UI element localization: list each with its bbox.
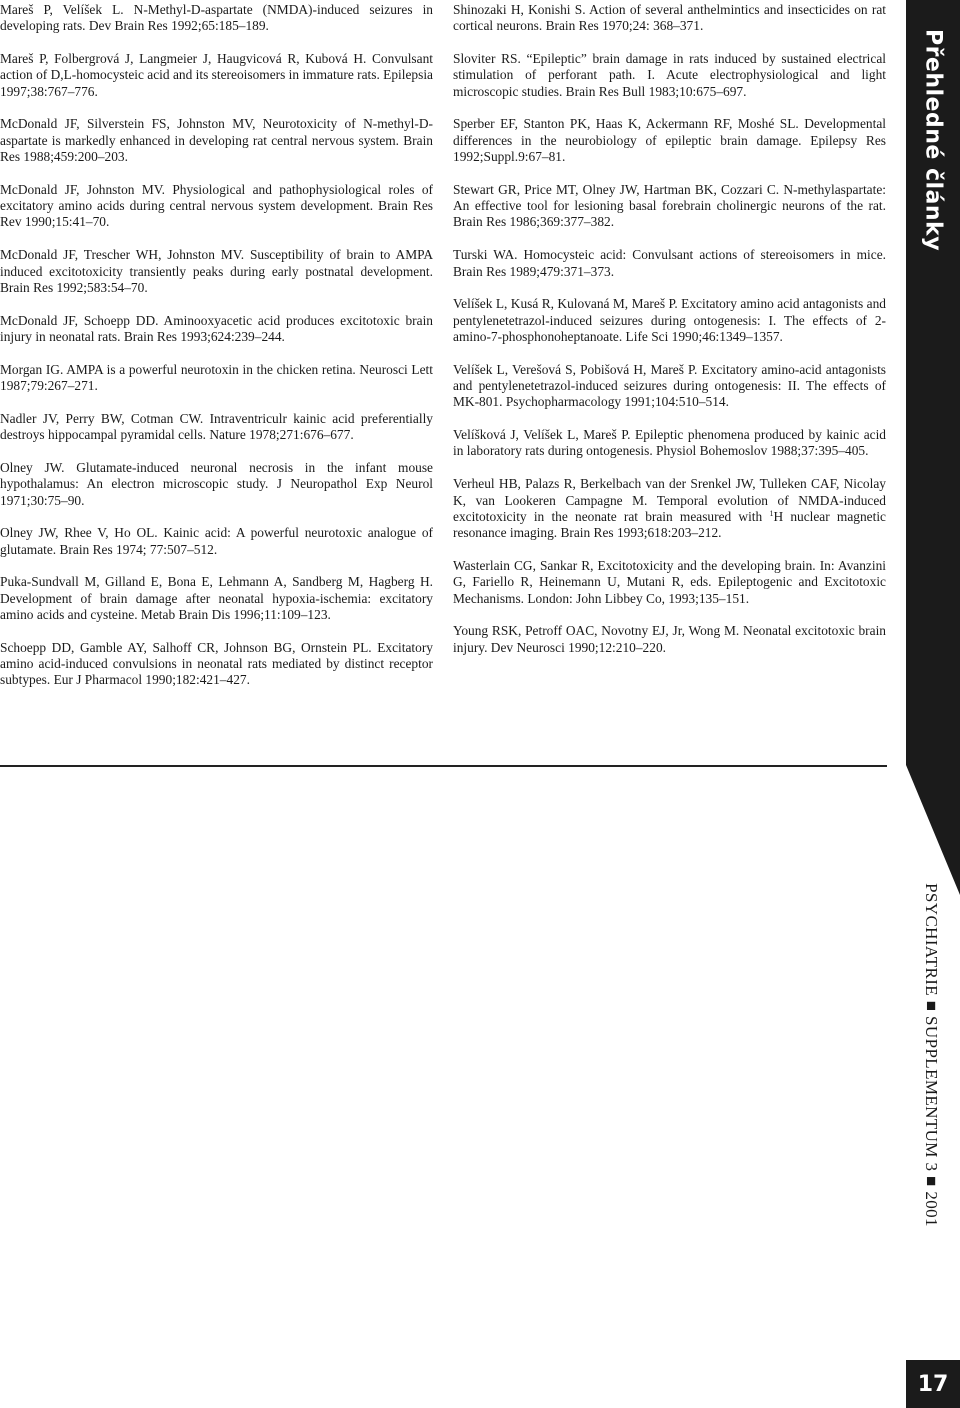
references-column-left [0, 2, 433, 705]
references-column-right [453, 2, 886, 672]
reference-entry: Sperber EF, Stanton PK, Haas K, Ackermann RF, Moshé SL. Developmental differences in the neurobiology of epileptic brain damage. Epilepsy Res 1992;Suppl.9:67–81. [453, 116, 886, 165]
journal-running-title: PSYCHIATRIE ■ SUPPLEMENTUM 3 ■ 2001 [922, 883, 941, 1227]
reference-entry: Young RSK, Petroff OAC, Novotny EJ, Jr, Wong M. Neonatal excitotoxic brain injury. Dev Neurosci 1990;12:210–220. [453, 623, 886, 655]
reference-entry: Olney JW, Rhee V, Ho OL. Kainic acid: A powerful neurotoxic analogue of glutamate. Brain Res 1974; 77:507–512. [0, 525, 433, 557]
page-number: 17 [906, 1360, 960, 1408]
reference-entry: Olney JW. Glutamate-induced neuronal necrosis in the infant mouse hypothalamus: An electron microscopic study. J Neuropathol Exp Neurol 1971;30:75–90. [0, 459, 433, 508]
reference-entry: Shinozaki H, Konishi S. Action of several anthelmintics and insecticides on rat cortical neurons. Brain Res 1970;24: 368–371. [453, 2, 886, 34]
reference-entry: Wasterlain CG, Sankar R, Excitotoxicity and the developing brain. In: Avanzini G, Fariello R, Heinemann U, Mutani R, eds. Epileptogenic and Excitotoxic Mechanisms. London: John Libbey Co, 1993;135–151. [453, 557, 886, 606]
sidebar-corner-shape [906, 765, 960, 895]
reference-entry: Velíšková J, Velíšek L, Mareš P. Epileptic phenomena produced by kainic acid in laboratory rats during ontogenesis. Physiol Bohemoslov 1988;37:395–405. [453, 427, 886, 459]
reference-entry: Schoepp DD, Gamble AY, Salhoff CR, Johnson BG, Ornstein PL. Excitatory amino acid-induced convulsions in neonatal rats mediated by distinct receptor subtypes. Eur J Pharmacol 1990;182:421–427. [0, 639, 433, 688]
superscript-isotope: 1 [769, 508, 774, 518]
section-divider-rule [0, 765, 887, 767]
reference-entry: Velíšek L, Verešová S, Pobišová H, Mareš P. Excitatory amino-acid antagonists and pentylenetetrazol-induced seizures during ontogenesis: II. The effects of MK-801. Psychopharmacology 1991;104:510–514. [453, 361, 886, 410]
reference-entry: McDonald JF, Johnston MV. Physiological and pathophysiological roles of excitatory amino acids during central nervous system development. Brain Res Rev 1990;15:41–70. [0, 181, 433, 230]
reference-entry [453, 476, 886, 541]
reference-text: H nuclear magnetic resonance imaging. Brain Res 1993;618:203–212. [453, 508, 886, 541]
reference-text: Verheul HB, Palazs R, Berkelbach van der Srenkel JW, Tulleken CAF, Nicolay K, van Lookeren Campagne M. Temporal evolution of NMDA-induced excitotoxicity in the neonate rat brain measured with [453, 476, 886, 524]
reference-entry: Sloviter RS. “Epileptic” brain damage in rats induced by sustained electrical stimulation of perforant path. I. Acute electrophysiological and light microscopic studies. Brain Res Bull 1983;10:675–697. [453, 51, 886, 99]
reference-entry: McDonald JF, Schoepp DD. Aminooxyacetic acid produces excitotoxic brain injury in neonatal rats. Brain Res 1993;624:239–244. [0, 312, 433, 344]
reference-entry: Stewart GR, Price MT, Olney JW, Hartman BK, Cozzari C. N-methylaspartate: An effective tool for lesioning basal forebrain cholinergic neurons of the rat. Brain Res 1986;369:377–382. [453, 181, 886, 230]
reference-entry: McDonald JF, Trescher WH, Johnston MV. Susceptibility of brain to AMPA induced excitotoxicity transiently peaks during early postnatal development. Brain Res 1992;583:54–70. [0, 247, 433, 295]
reference-entry: Mareš P, Folbergrová J, Langmeier J, Haugvicová R, Kubová H. Convulsant action of D,L-homocysteic acid and its stereoisomers in immature rats. Epilepsia 1997;38:767–776. [0, 51, 433, 99]
reference-entry: Nadler JV, Perry BW, Cotman CW. Intraventriculr kainic acid preferentially destroys hippocampal pyramidal cells. Nature 1978;271:676–677. [0, 410, 433, 443]
reference-entry: Velíšek L, Kusá R, Kulovaná M, Mareš P. Excitatory amino acid antagonists and pentylenetetrazol-induced seizures during ontogenesis: I. The effects of 2-amino-7-phosphonoheptanoate. Life Sci 1990;46:1349–1357. [453, 296, 886, 344]
reference-entry: Turski WA. Homocysteic acid: Convulsant actions of stereoisomers in mice. Brain Res 1989;479:371–373. [453, 247, 886, 279]
section-label: Přehledné články [920, 28, 946, 252]
reference-entry: Morgan IG. AMPA is a powerful neurotoxin in the chicken retina. Neurosci Lett 1987;79:267–271. [0, 361, 433, 394]
reference-entry: Puka-Sundvall M, Gilland E, Bona E, Lehmann A, Sandberg M, Hagberg H. Development of brain damage after neonatal hypoxia-ischemia: excitatory amino acids and cysteine. Metab Brain Dis 1996;11:109–123. [0, 574, 433, 623]
reference-entry: McDonald JF, Silverstein FS, Johnston MV, Neurotoxicity of N-methyl-D-aspartate is markedly enhanced in developing rat central nervous system. Brain Res 1988;459:200–203. [0, 116, 433, 165]
reference-entry: Mareš P, Velíšek L. N-Methyl-D-aspartate (NMDA)-induced seizures in developing rats. Dev Brain Res 1992;65:185–189. [0, 2, 433, 34]
